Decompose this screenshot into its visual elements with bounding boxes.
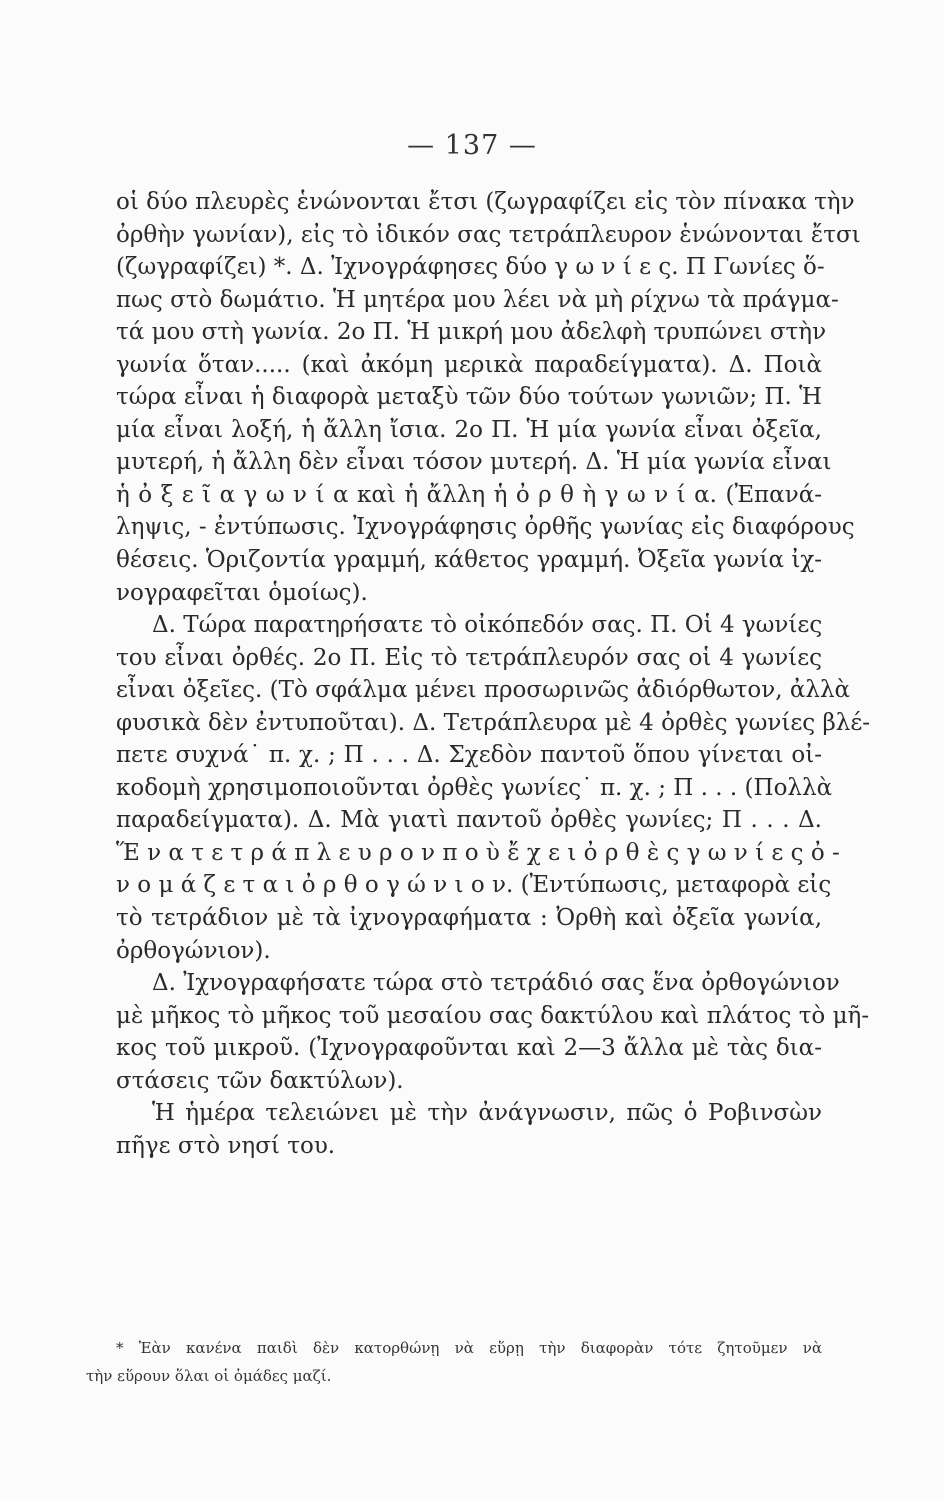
paragraph-start: Ἡ ἡμέρα τελειώνει μὲ τὴν ἀνάγνωσιν, πῶς ὁ Ροβινσὼν — [152, 1100, 822, 1127]
body-text — [116, 186, 871, 1162]
text-line: ἡ ὀ ξ ε ῖ α γ ω ν ί α καὶ ἡ ἄλλη ἡ ὀ ρ θ ὴ γ ω ν ί α. (Ἐπανά- — [116, 481, 822, 508]
text-line: μὲ μῆκος τὸ μῆκος τοῦ μεσαίου σας δακτύλου καὶ πλάτος τὸ μῆ- — [116, 1002, 870, 1029]
text-line: Ἕ ν α τ ε τ ρ ά π λ ε υ ρ ο ν π ο ὺ ἔ χ ε ι ὀ ρ θ ὲ ς γ ω ν ί ε ς ὀ - — [116, 839, 840, 866]
text-line: του εἶναι ὀρθές. 2ο Π. Εἰς τὸ τετράπλευρόν σας οἱ 4 γωνίες — [116, 644, 822, 671]
text-line: πῆγε στὸ νησί του. — [116, 1132, 336, 1159]
footnote — [86, 1334, 822, 1390]
text-line: φυσικὰ δὲν ἐντυποῦται). Δ. Τετράπλευρα μὲ 4 ὀρθὲς γωνίες βλέ- — [116, 709, 871, 736]
paragraph-start: Δ. Ἰχνογραφήσατε τώρα στὸ τετράδιό σας ἕνα ὀρθογώνιον — [152, 970, 840, 997]
text-line: πως στὸ δωμάτιο. Ἡ μητέρα μου λέει νὰ μὴ ρίχνω τὰ πράγμα- — [116, 286, 839, 313]
text-line: παραδείγματα). Δ. Μὰ γιατὶ παντοῦ ὀρθὲς γωνίες; Π . . . Δ. — [116, 807, 822, 834]
text-line: νογραφεῖται ὁμοίως). — [116, 579, 368, 606]
paragraph-start: Δ. Τώρα παρατηρήσατε τὸ οἰκόπεδόν σας. Π. Οἱ 4 γωνίες — [152, 612, 823, 639]
text-line: ὀρθογώνιον). — [116, 937, 271, 964]
page-number: — 137 — — [407, 130, 537, 161]
text-line: τά μου στὴ γωνία. 2ο Π. Ἡ μικρή μου ἀδελφὴ τρυπώνει στὴν — [116, 319, 827, 346]
text-line: τὸ τετράδιον μὲ τὰ ἰχνογραφήματα : Ὀρθὴ καὶ ὀξεῖα γωνία, — [116, 905, 822, 932]
footnote-line: * Ἐὰν κανένα παιδὶ δὲν κατορθώνῃ νὰ εὕρῃ τὴν διαφορὰν τότε ζητοῦμεν νὰ — [116, 1339, 822, 1357]
text-line: ὀρθὴν γωνίαν), εἰς τὸ ἰδικόν σας τετράπλευρον ἑνώνονται ἔτσι — [116, 221, 861, 248]
text-line: στάσεις τῶν δακτύλων). — [116, 1067, 404, 1094]
text-line: κοδομὴ χρησιμοποιοῦνται ὀρθὲς γωνίες˙ π. χ. ; Π . . . (Πολλὰ — [116, 774, 833, 801]
text-line: εἶναι ὀξεῖες. (Τὸ σφάλμα μένει προσωρινῶς ἀδιόρθωτον, ἀλλὰ — [116, 677, 851, 704]
footnote-line: τὴν εὕρουν ὅλαι οἱ ὁμάδες μαζί. — [86, 1367, 332, 1385]
text-line: τώρα εἶναι ἡ διαφορὰ μεταξὺ τῶν δύο τούτων γωνιῶν; Π. Ἡ — [116, 384, 822, 411]
text-line: ν ο μ ά ζ ε τ α ι ὀ ρ θ ο γ ώ ν ι ο ν. (Ἐντύπωσις, μεταφορὰ εἰς — [116, 872, 832, 899]
text-line: μυτερή, ἡ ἄλλη δὲν εἶναι τόσον μυτερή. Δ. Ἡ μία γωνία εἶναι — [116, 449, 832, 476]
text-line: μία εἶναι λοξή, ἡ ἄλλη ἴσια. 2ο Π. Ἡ μία γωνία εἶναι ὀξεῖα, — [116, 416, 822, 443]
text-line: πετε συχνά˙ π. χ. ; Π . . . Δ. Σχεδὸν παντοῦ ὅπου γίνεται οἰ- — [116, 742, 822, 769]
text-line: ληψις, - ἐντύπωσις. Ἰχνογράφησις ὀρθῆς γωνίας εἰς διαφόρους — [116, 514, 855, 541]
text-line: (ζωγραφίζει) *. Δ. Ἰχνογράφησες δύο γ ω ν ί ε ς. Π Γωνίες ὅ- — [116, 254, 825, 281]
text-line: κος τοῦ μικροῦ. (Ἰχνογραφοῦνται καὶ 2—3 ἄλλα μὲ τὰς δια- — [116, 1035, 822, 1062]
text-line: οἱ δύο πλευρὲς ἑνώνονται ἔτσι (ζωγραφίζει εἰς τὸν πίνακα τὴν — [116, 189, 855, 215]
text-line: γωνία ὅταν..... (καὶ ἀκόμη μερικὰ παραδείγματα). Δ. Ποιὰ — [116, 351, 822, 378]
text-line: θέσεις. Ὁριζοντία γραμμή, κάθετος γραμμή. Ὀξεῖα γωνία ἰχ- — [116, 547, 823, 574]
